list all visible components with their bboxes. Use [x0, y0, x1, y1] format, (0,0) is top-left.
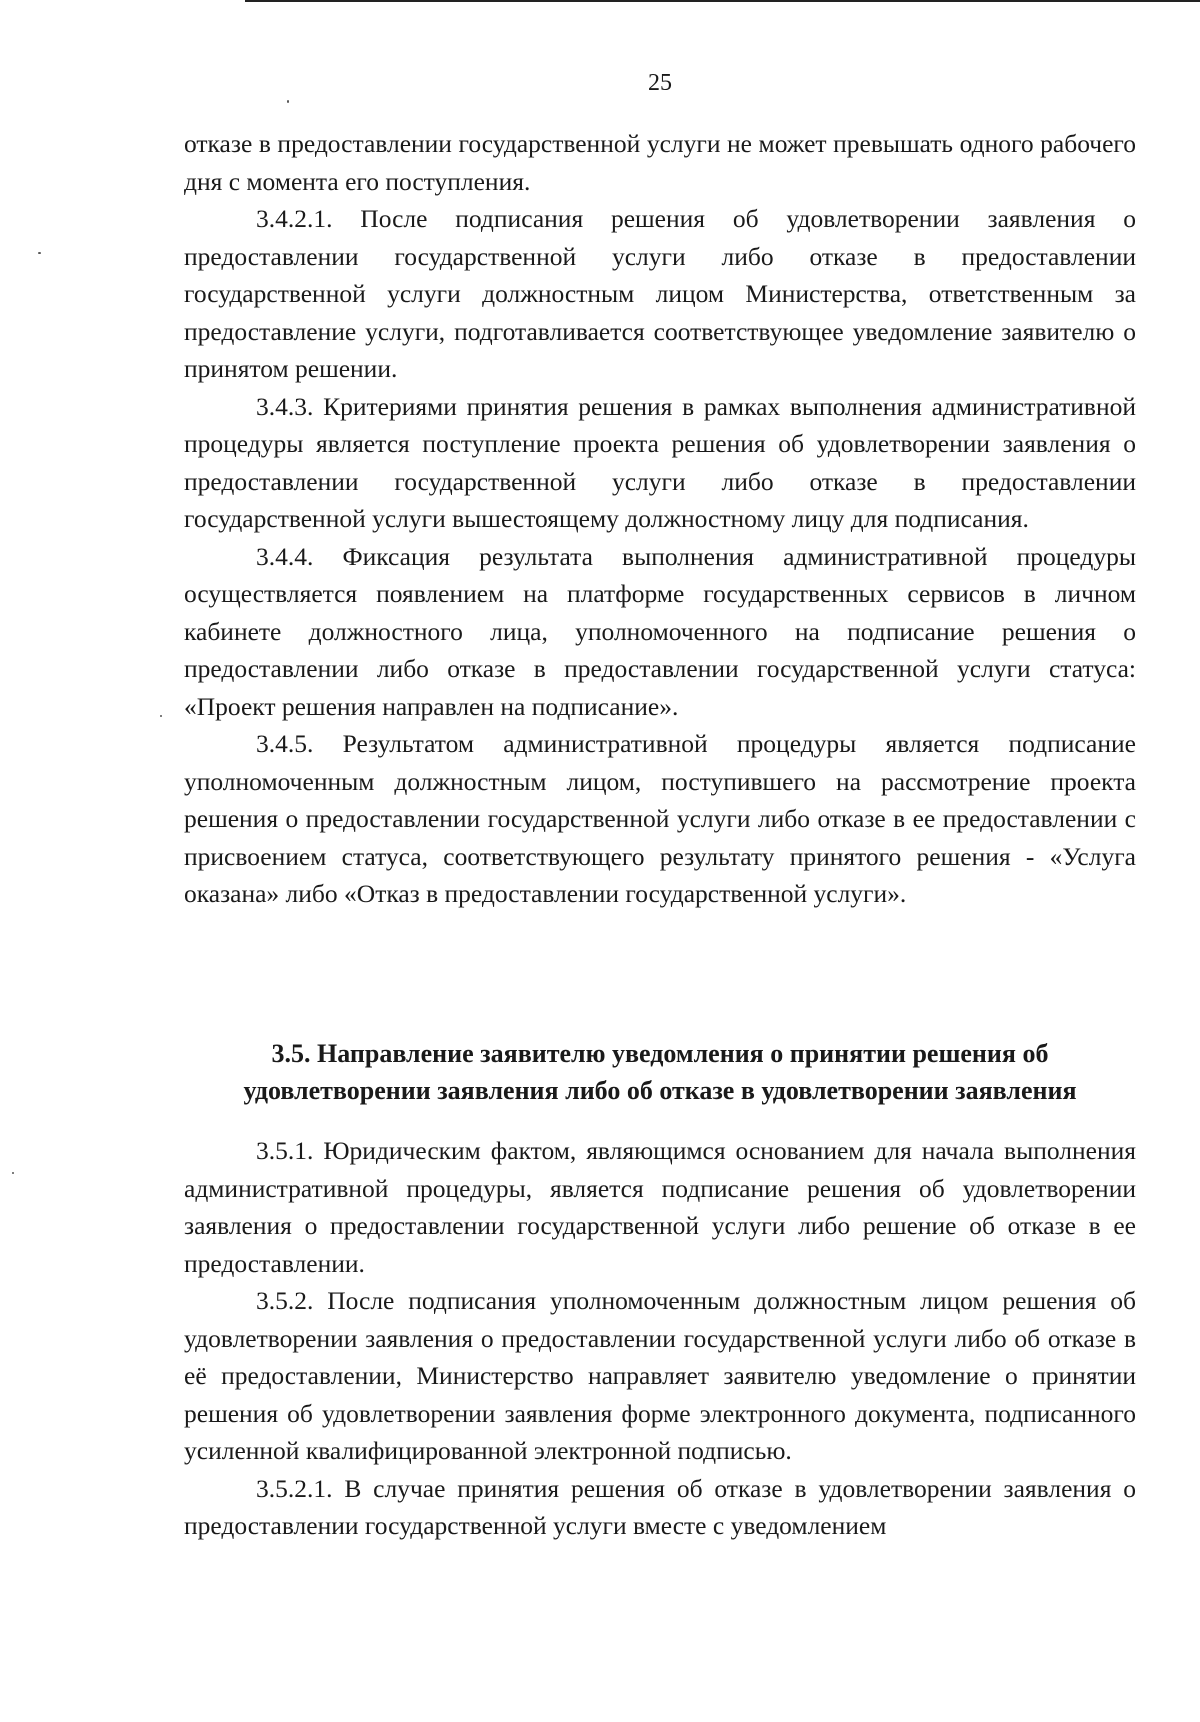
paragraph-3-5-2: 3.5.2. После подписания уполномоченным должностным лицом решения об удовлетворении заявления о предоставлении государственной услуги либо об отказе в её предоставлении, Министерство направляет заявителю уведомление о принятии решения об удовлетворении заявления форме электронного документа, подписанного усиленной квалифицированной электронной подписью.	[184, 1286, 1136, 1465]
scan-speck	[160, 715, 162, 717]
body-text-top	[184, 125, 1136, 913]
paragraph-3-4-4: 3.4.4. Фиксация результата выполнения административной процедуры осуществляется появлением на платформе государственных сервисов в личном кабинете должностного лица, уполномоченного на подписание решения о предоставлении либо отказе в предоставлении государственной услуги статуса: «Проект решения направлен на подписание».	[184, 541, 1136, 721]
section-heading-line-2: удовлетворении заявления либо об отказе в удовлетворении заявления	[243, 1076, 1077, 1105]
section-heading-line-1: 3.5. Направление заявителю уведомления о принятии решения об	[271, 1039, 1049, 1068]
section-heading-3-5	[184, 1035, 1136, 1109]
paragraph-3-4-2-1: 3.4.2.1. После подписания решения об удовлетворении заявления о предоставлении государственной услуги либо отказе в предоставлении государственной услуги должностным лицом Министерства, ответственным за предоставление услуги, подготавливается соответствующее уведомление заявителю о принятом решении.	[184, 204, 1136, 383]
page-number: 25	[648, 70, 672, 96]
scan-speck	[12, 1172, 14, 1174]
paragraph-3-4-5: 3.4.5. Результатом административной процедуры является подписание уполномоченным должностным лицом, поступившего на рассмотрение проекта решения о предоставлении государственной услуги либо отказе в ее предоставлении с присвоением статуса, соответствующего результату принятого решения - «Услуга оказана» либо «Отказ в предоставлении государственной услуги».	[184, 729, 1136, 908]
scan-speck	[287, 100, 289, 103]
scan-speck	[38, 252, 41, 254]
paragraph-3-5-2-1: 3.5.2.1. В случае принятия решения об отказе в удовлетворении заявления о предоставлении государственной услуги вместе с уведомлением	[184, 1473, 1136, 1540]
body-text-bottom	[184, 1132, 1136, 1545]
paragraph-continuation: отказе в предоставлении государственной услуги не может превышать одного рабочего дня с момента его поступления.	[184, 129, 1136, 196]
top-border-line	[245, 0, 1200, 2]
paragraph-3-5-1: 3.5.1. Юридическим фактом, являющимся основанием для начала выполнения административной процедуры, является подписание решения об удовлетворении заявления о предоставлении государственной услуги либо решение об отказе в ее предоставлении.	[184, 1136, 1136, 1278]
paragraph-3-4-3: 3.4.3. Критериями принятия решения в рамках выполнения административной процедуры является поступление проекта решения об удовлетворении заявления о предоставлении государственной услуги либо отказе в предоставлении государственной услуги вышестоящему должностному лицу для подписания.	[184, 391, 1136, 533]
